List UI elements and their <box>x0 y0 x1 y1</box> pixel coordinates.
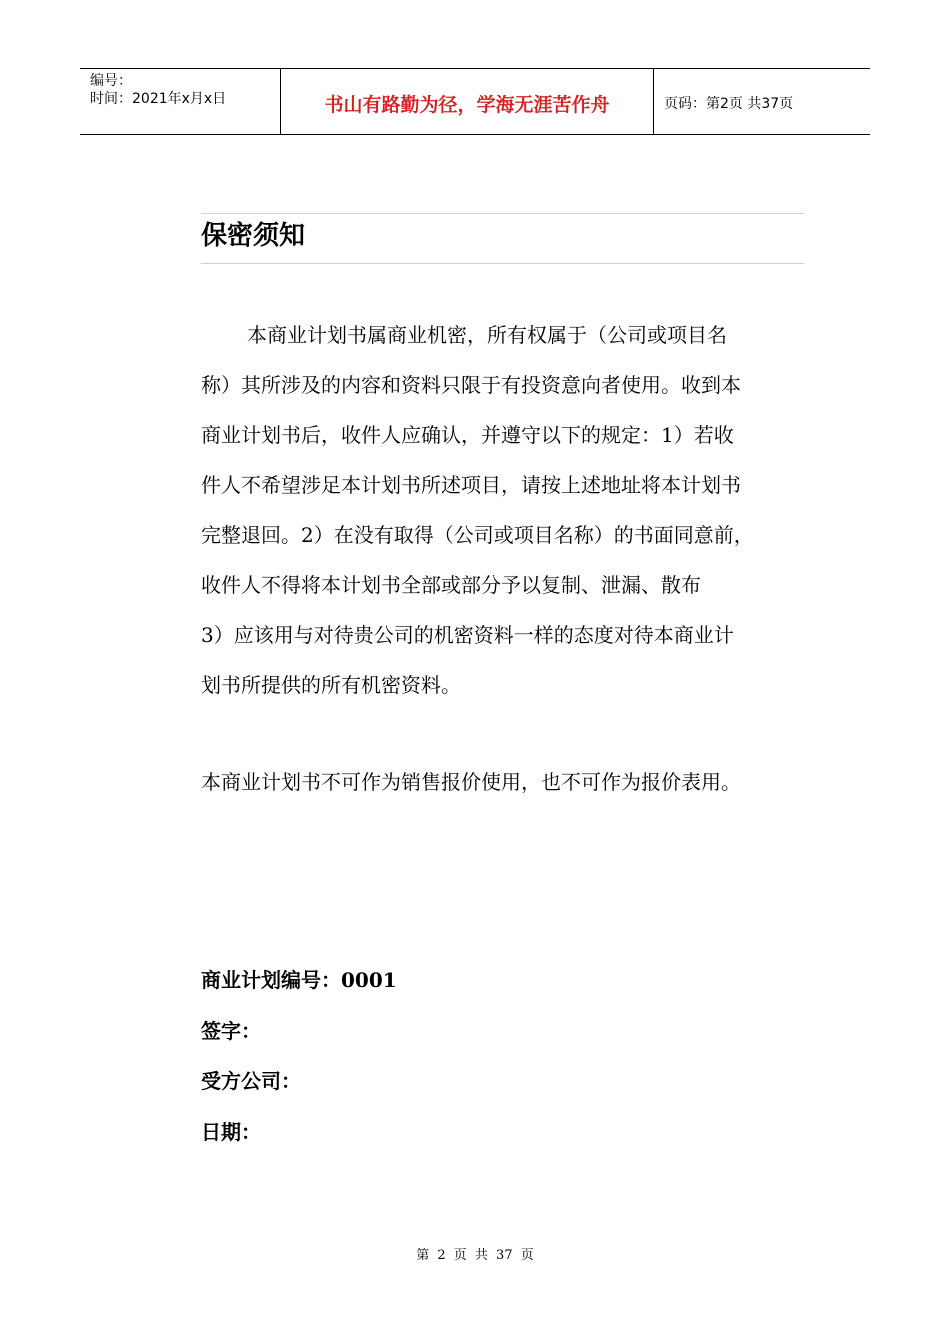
section-heading: 保密须知 <box>201 221 306 251</box>
date-field: 日期： <box>201 1120 261 1144</box>
header-motto: 书山有路勤为径，学海无涯苦作舟 <box>281 69 654 134</box>
recipient-company-field: 受方公司： <box>201 1069 301 1093</box>
paragraph-line: 本商业计划书属商业机密，所有权属于（公司或项目名 <box>247 323 727 347</box>
paragraph-line: 件人不希望涉足本计划书所述项目，请按上述地址将本计划书 <box>201 473 741 497</box>
paragraph-line: 称）其所涉及的内容和资料只限于有投资意向者使用。收到本 <box>201 373 741 397</box>
header-meta-cell <box>80 69 281 134</box>
page-header <box>80 68 870 135</box>
heading-rule-bottom <box>201 263 804 264</box>
paragraph-line: 商业计划书后，收件人应确认，并遵守以下的规定：1）若收 <box>201 423 734 447</box>
header-page-info: 页码：第2页 共37页 <box>664 95 794 112</box>
paragraph-line: 划书所提供的所有机密资料。 <box>201 673 461 697</box>
paragraph-line: 3）应该用与对待贵公司的机密资料一样的态度对待本商业计 <box>201 623 734 647</box>
header-time-label: 时间：2021年x月x日 <box>90 91 227 107</box>
signature-field: 签字： <box>201 1019 261 1043</box>
header-number-label: 编号： <box>90 73 132 89</box>
confidentiality-paragraph <box>201 310 811 710</box>
page-footer: 第 2 页 共 37 页 <box>416 1248 534 1263</box>
paragraph-line: 收件人不得将本计划书全部或部分予以复制、泄漏、散布 <box>201 573 701 597</box>
heading-rule-top <box>201 213 804 214</box>
paragraph-line: 完整退回。2）在没有取得（公司或项目名称）的书面同意前， <box>201 523 754 547</box>
plan-number-field: 商业计划编号：0001 <box>201 968 397 992</box>
disclaimer-text: 本商业计划书不可作为销售报价使用，也不可作为报价表用。 <box>201 770 741 794</box>
